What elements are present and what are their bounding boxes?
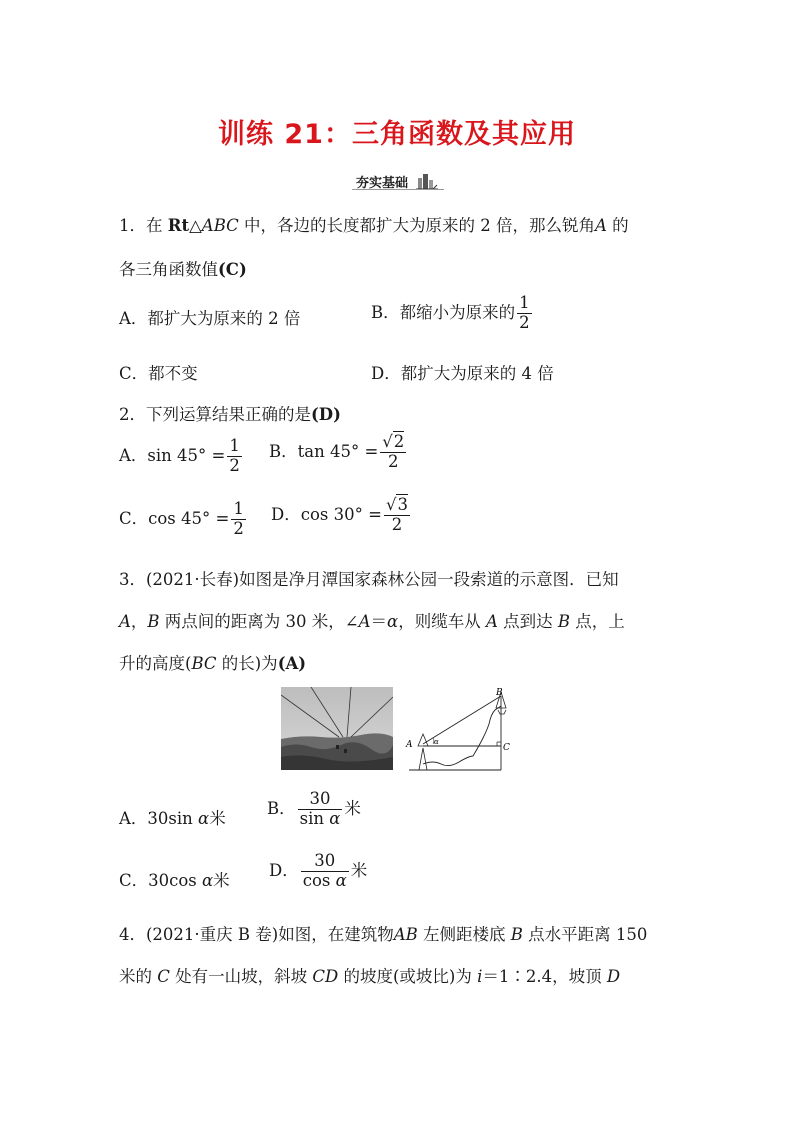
q1-stem-line2: 各三角函数值(C) bbox=[119, 260, 247, 279]
q3-option-a: A．30sin α米 bbox=[119, 809, 226, 828]
q3-option-d: D． $\frac{30}{\text{cos α}}$ 米 bbox=[269, 851, 368, 890]
q3-option-c: C．30cos α米 bbox=[119, 871, 230, 890]
q1-option-b: B．都缩小为原来的 $\frac{1}{2}$ bbox=[371, 293, 530, 332]
q1-option-a: A．都扩大为原来的 2 倍 bbox=[119, 309, 301, 328]
q3-stem-line2: A，B 两点间的距离为 30 米，∠A＝α，则缆车从 A 点到达 B 点，上 bbox=[119, 612, 625, 631]
q3-stem-line1: 3．(2021·长春)如图是净月潭国家森林公园一段索道的示意图．已知 bbox=[119, 570, 619, 589]
q4-stem-line1: 4．(2021·重庆 B 卷)如图，在建筑物AB 左侧距楼底 B 点水平距离 150 bbox=[119, 925, 648, 944]
q1-stem-line1: 1．在 Rt△ABC 中，各边的长度都扩大为原来的 2 倍，那么锐角A 的 bbox=[119, 216, 629, 235]
q1-option-d: D．都扩大为原来的 4 倍 bbox=[371, 364, 554, 383]
diagram-label-b: B bbox=[496, 688, 503, 698]
building-icon bbox=[416, 172, 438, 190]
section-label: 夯实基础 bbox=[356, 176, 409, 191]
page-title: 训练 21：三角函数及其应用 bbox=[218, 119, 576, 150]
q2-stem: 2．下列运算结果正确的是(D) bbox=[119, 405, 341, 424]
section-header bbox=[356, 172, 438, 190]
diagram-label-a: A bbox=[406, 740, 413, 750]
q3-stem-line3: 升的高度(BC 的长)为(A) bbox=[119, 654, 307, 673]
q2-option-c: C．cos 45° = $\frac{1}{2}$ bbox=[119, 499, 244, 538]
q3-answer: (A) bbox=[277, 654, 307, 673]
section-underline bbox=[352, 189, 444, 190]
q1-option-c: C．都不变 bbox=[119, 364, 198, 383]
cableway-photo bbox=[281, 687, 393, 770]
diagram-label-c: C bbox=[503, 743, 510, 753]
q2-option-b: B．tan 45° = $\frac{√2}{2}$ bbox=[269, 432, 405, 471]
q4-stem-line2: 米的 C 处有一山坡，斜坡 CD 的坡度(或坡比)为 i＝1∶2.4，坡顶 D bbox=[119, 967, 621, 986]
q1-answer: (C) bbox=[218, 260, 247, 279]
diagram-label-alpha: α bbox=[434, 738, 439, 746]
q2-option-a: A．sin 45° = $\frac{1}{2}$ bbox=[119, 436, 240, 475]
q2-option-d: D．cos 30° = $\frac{√3}{2}$ bbox=[271, 495, 408, 534]
cableway-diagram bbox=[403, 686, 518, 772]
q2-answer: (D) bbox=[311, 405, 341, 424]
q3-option-b: B． $\frac{30}{\text{sin α}}$ 米 bbox=[267, 789, 361, 828]
